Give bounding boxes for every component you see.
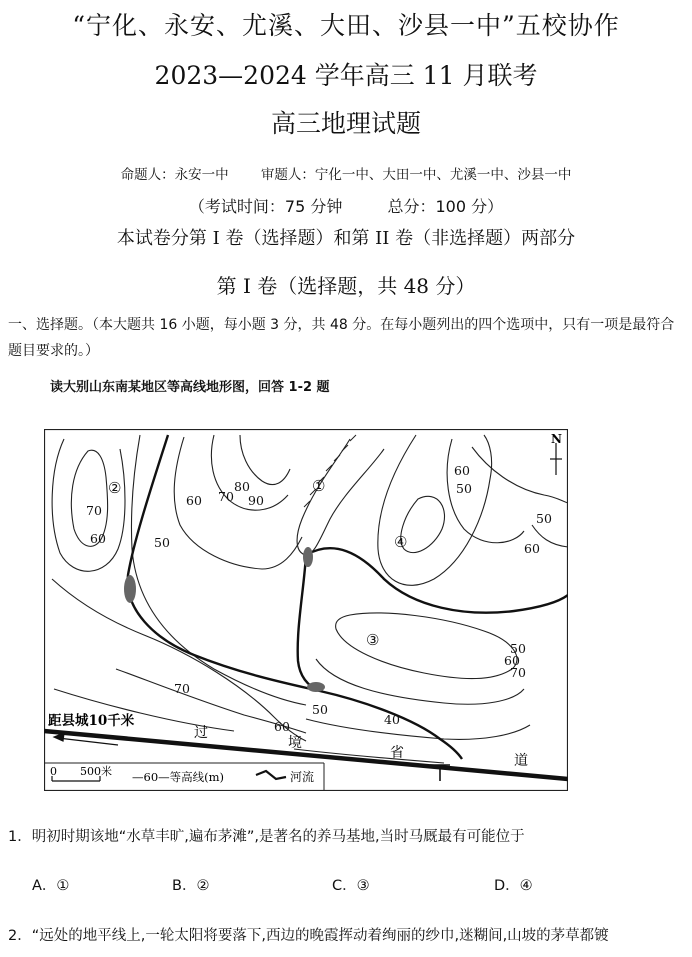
contour-label: 70 bbox=[174, 681, 190, 696]
contour-label: 90 bbox=[248, 493, 264, 508]
author: 命题人：永安一中 bbox=[120, 167, 229, 183]
option-b[interactable]: B．② bbox=[172, 878, 210, 894]
option-c[interactable]: C．③ bbox=[332, 878, 370, 894]
question-1 bbox=[8, 825, 525, 846]
legend-river: 河流 bbox=[290, 770, 315, 784]
map-question-intro: 读大别山东南某地区等高线地形图，回答 1-2 题 bbox=[50, 380, 330, 395]
county-distance: 距县城10千米 bbox=[48, 713, 135, 729]
road-char: 省 bbox=[390, 745, 404, 761]
question-text: 明初时期该地“水草丰旷,遍布茅滩”,是著名的养马基地,当时马厩最有可能位于 bbox=[31, 829, 525, 845]
exam-time: （考试时间：75 分钟 bbox=[188, 197, 343, 216]
contour-label: 50 bbox=[510, 641, 526, 656]
contour-label: 40 bbox=[384, 712, 400, 727]
pond bbox=[303, 547, 313, 567]
parts-note: 本试卷分第 I 卷（选择题）和第 II 卷（非选择题）两部分 bbox=[116, 228, 576, 249]
author-line bbox=[0, 163, 692, 183]
road-char: 境 bbox=[288, 735, 302, 751]
contour-label: 50 bbox=[456, 481, 472, 496]
contour-label: 50 bbox=[312, 702, 328, 717]
contour-label: 60 bbox=[274, 719, 290, 734]
title-line-1: “宁化、永安、尤溪、大田、沙县一中”五校协作 bbox=[72, 11, 620, 40]
question-text: “远处的地平线上,一轮太阳将要落下,西边的晚霞挥动着绚丽的纱巾,迷糊间,山坡的茅草都镀 bbox=[31, 928, 609, 944]
north-label: N bbox=[551, 432, 562, 446]
contour-label: 60 bbox=[186, 493, 202, 508]
total-score: 总分：100 分） bbox=[387, 197, 504, 216]
road-char: 道 bbox=[514, 753, 528, 769]
contour-label: 60 bbox=[524, 541, 540, 556]
section-title: 第 I 卷（选择题，共 48 分） bbox=[216, 274, 476, 298]
question-number: 2． bbox=[8, 928, 32, 944]
exam-info bbox=[0, 194, 692, 217]
contour-label: 80 bbox=[234, 479, 250, 494]
legend-contour: —60—等高线(m) bbox=[132, 770, 225, 784]
option-a[interactable]: A．① bbox=[32, 878, 70, 894]
area-marker-1: ① bbox=[312, 477, 326, 495]
area-marker-2: ② bbox=[108, 479, 122, 497]
pond bbox=[124, 575, 136, 603]
question-number: 1． bbox=[8, 829, 32, 845]
area-marker-3: ③ bbox=[366, 631, 380, 649]
contour-label: 60 bbox=[90, 531, 106, 546]
contour-label: 70 bbox=[510, 665, 526, 680]
legend-scale-zero: 0 bbox=[50, 765, 57, 778]
contour-map bbox=[44, 429, 568, 791]
title-line-3: 高三地理试题 bbox=[270, 109, 421, 138]
title-line-2: 2023—2024 学年高三 11 月联考 bbox=[154, 61, 538, 90]
contour-label: 50 bbox=[536, 511, 552, 526]
option-d[interactable]: D．④ bbox=[494, 878, 533, 894]
legend-scale: 500米 bbox=[80, 765, 112, 778]
contour-label: 70 bbox=[218, 489, 234, 504]
contour-label: 50 bbox=[154, 535, 170, 550]
section-instruction: 一、选择题。（本大题共 16 小题，每小题 3 分，共 48 分。在每小题列出的四个选项中，只有一项是最符合题目要求的。） bbox=[8, 317, 675, 359]
contour-label: 60 bbox=[454, 463, 470, 478]
area-marker-4: ④ bbox=[394, 533, 408, 551]
question-2 bbox=[8, 924, 609, 945]
road-char: 过 bbox=[194, 725, 208, 741]
reviewer: 审题人：宁化一中、大田一中、尤溪一中、沙县一中 bbox=[260, 167, 572, 183]
contour-label: 60 bbox=[504, 653, 520, 668]
contour-label: 70 bbox=[86, 503, 102, 518]
pond bbox=[307, 682, 325, 692]
